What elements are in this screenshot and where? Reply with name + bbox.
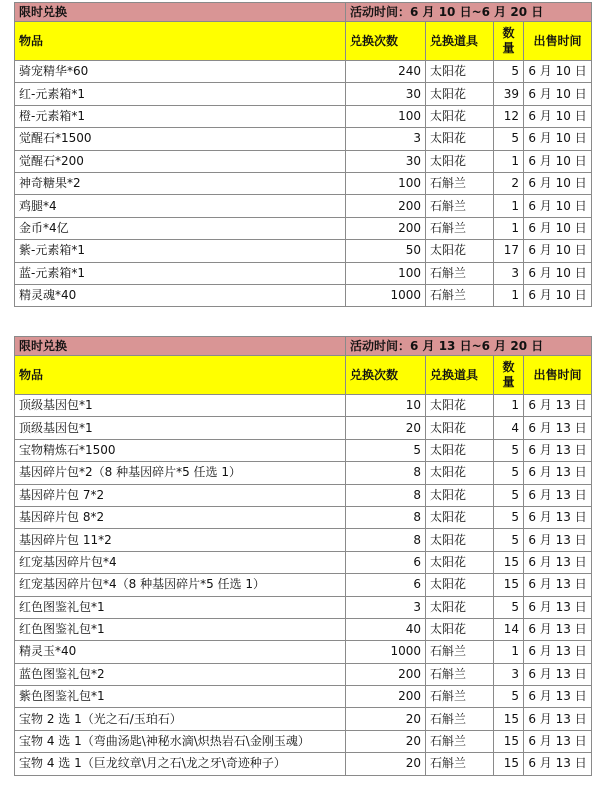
table-row [15, 618, 592, 640]
prop-cell: 太阳花 [426, 417, 494, 439]
qty-cell: 5 [494, 439, 524, 461]
prop-cell: 太阳花 [426, 462, 494, 484]
sale-cell: 6 月 10 日 [524, 284, 592, 306]
times-cell: 200 [346, 195, 426, 217]
qty-cell: 1 [494, 395, 524, 417]
table-row [15, 484, 592, 506]
table-row [15, 83, 592, 105]
table-row [15, 150, 592, 172]
table-row [15, 708, 592, 730]
item-cell: 蓝色图鉴礼包*2 [15, 663, 346, 685]
sale-cell: 6 月 13 日 [524, 574, 592, 596]
times-cell: 5 [346, 439, 426, 461]
item-cell: 精灵魂*40 [15, 284, 346, 306]
qty-cell: 15 [494, 574, 524, 596]
qty-cell: 5 [494, 462, 524, 484]
qty-cell: 5 [494, 686, 524, 708]
event-period: 活动时间：6 月 10 日~6 月 20 日 [346, 3, 592, 22]
qty-cell: 39 [494, 83, 524, 105]
sale-cell: 6 月 10 日 [524, 262, 592, 284]
header-row [15, 356, 592, 395]
prop-cell: 石斛兰 [426, 686, 494, 708]
col-header-sale: 出售时间 [524, 22, 592, 61]
item-cell: 基因碎片包*2（8 种基因碎片*5 任选 1） [15, 462, 346, 484]
prop-cell: 石斛兰 [426, 730, 494, 752]
sale-cell: 6 月 13 日 [524, 529, 592, 551]
sale-cell: 6 月 13 日 [524, 641, 592, 663]
prop-cell: 石斛兰 [426, 217, 494, 239]
sale-cell: 6 月 10 日 [524, 105, 592, 127]
item-cell: 红色图鉴礼包*1 [15, 596, 346, 618]
qty-cell: 15 [494, 551, 524, 573]
item-cell: 宝物 2 选 1（光之石/玉珀石） [15, 708, 346, 730]
item-cell: 宝物精炼石*1500 [15, 439, 346, 461]
table-row [15, 417, 592, 439]
col-header-times: 兑换次数 [346, 356, 426, 395]
qty-cell: 1 [494, 195, 524, 217]
times-cell: 1000 [346, 641, 426, 663]
table-row [15, 641, 592, 663]
table-row [15, 730, 592, 752]
table-row [15, 551, 592, 573]
prop-cell: 石斛兰 [426, 663, 494, 685]
qty-cell: 1 [494, 284, 524, 306]
item-cell: 金币*4亿 [15, 217, 346, 239]
prop-cell: 太阳花 [426, 618, 494, 640]
item-cell: 精灵玉*40 [15, 641, 346, 663]
item-cell: 基因碎片包 7*2 [15, 484, 346, 506]
sale-cell: 6 月 13 日 [524, 551, 592, 573]
qty-cell: 1 [494, 641, 524, 663]
times-cell: 200 [346, 686, 426, 708]
sale-cell: 6 月 13 日 [524, 708, 592, 730]
times-cell: 8 [346, 484, 426, 506]
item-cell: 橙-元素箱*1 [15, 105, 346, 127]
item-cell: 红色图鉴礼包*1 [15, 618, 346, 640]
qty-cell: 3 [494, 262, 524, 284]
item-cell: 鸡腿*4 [15, 195, 346, 217]
prop-cell: 太阳花 [426, 551, 494, 573]
prop-cell: 太阳花 [426, 240, 494, 262]
qty-cell: 5 [494, 61, 524, 83]
times-cell: 20 [346, 753, 426, 775]
table-row [15, 128, 592, 150]
table-title: 限时兑换 [15, 337, 346, 356]
item-cell: 顶级基因包*1 [15, 417, 346, 439]
sale-cell: 6 月 13 日 [524, 439, 592, 461]
qty-cell: 5 [494, 506, 524, 528]
item-cell: 神奇糖果*2 [15, 172, 346, 194]
table-row [15, 596, 592, 618]
table-row [15, 395, 592, 417]
times-cell: 6 [346, 574, 426, 596]
prop-cell: 太阳花 [426, 484, 494, 506]
sale-cell: 6 月 10 日 [524, 240, 592, 262]
sale-cell: 6 月 10 日 [524, 217, 592, 239]
times-cell: 1000 [346, 284, 426, 306]
col-header-sale: 出售时间 [524, 356, 592, 395]
prop-cell: 太阳花 [426, 128, 494, 150]
item-cell: 红宠基因碎片包*4 [15, 551, 346, 573]
qty-cell: 5 [494, 529, 524, 551]
exchange-table-2 [14, 336, 592, 776]
qty-cell: 3 [494, 663, 524, 685]
qty-cell: 14 [494, 618, 524, 640]
table-row [15, 529, 592, 551]
sale-cell: 6 月 13 日 [524, 506, 592, 528]
prop-cell: 太阳花 [426, 529, 494, 551]
prop-cell: 石斛兰 [426, 284, 494, 306]
table-row [15, 217, 592, 239]
sale-cell: 6 月 13 日 [524, 596, 592, 618]
item-cell: 蓝-元素箱*1 [15, 262, 346, 284]
item-cell: 宝物 4 选 1（弯曲汤匙\神秘水滴\炽热岩石\金刚玉魂） [15, 730, 346, 752]
item-cell: 红宠基因碎片包*4（8 种基因碎片*5 任选 1） [15, 574, 346, 596]
col-header-qty: 数量 [494, 22, 524, 61]
prop-cell: 太阳花 [426, 105, 494, 127]
times-cell: 8 [346, 506, 426, 528]
times-cell: 3 [346, 596, 426, 618]
prop-cell: 太阳花 [426, 574, 494, 596]
prop-cell: 太阳花 [426, 150, 494, 172]
col-header-qty: 数量 [494, 356, 524, 395]
table-row [15, 172, 592, 194]
table-row [15, 753, 592, 775]
prop-cell: 太阳花 [426, 395, 494, 417]
col-header-item: 物品 [15, 356, 346, 395]
sale-cell: 6 月 13 日 [524, 484, 592, 506]
item-cell: 骑宠精华*60 [15, 61, 346, 83]
sale-cell: 6 月 13 日 [524, 395, 592, 417]
times-cell: 100 [346, 172, 426, 194]
prop-cell: 石斛兰 [426, 708, 494, 730]
item-cell: 紫色图鉴礼包*1 [15, 686, 346, 708]
times-cell: 10 [346, 395, 426, 417]
prop-cell: 石斛兰 [426, 262, 494, 284]
table-row [15, 195, 592, 217]
times-cell: 100 [346, 262, 426, 284]
item-cell: 基因碎片包 8*2 [15, 506, 346, 528]
item-cell: 顶级基因包*1 [15, 395, 346, 417]
prop-cell: 太阳花 [426, 83, 494, 105]
table-row [15, 262, 592, 284]
title-row [15, 337, 592, 356]
table-row [15, 506, 592, 528]
title-row [15, 3, 592, 22]
qty-cell: 2 [494, 172, 524, 194]
times-cell: 8 [346, 462, 426, 484]
table-row [15, 284, 592, 306]
item-cell: 宝物 4 选 1（巨龙纹章\月之石\龙之牙\奇迹种子） [15, 753, 346, 775]
qty-cell: 4 [494, 417, 524, 439]
header-row [15, 22, 592, 61]
sale-cell: 6 月 13 日 [524, 462, 592, 484]
item-cell: 觉醒石*1500 [15, 128, 346, 150]
times-cell: 30 [346, 150, 426, 172]
col-header-prop: 兑换道具 [426, 356, 494, 395]
qty-cell: 15 [494, 708, 524, 730]
prop-cell: 石斛兰 [426, 195, 494, 217]
prop-cell: 石斛兰 [426, 641, 494, 663]
times-cell: 6 [346, 551, 426, 573]
qty-cell: 5 [494, 484, 524, 506]
sale-cell: 6 月 10 日 [524, 195, 592, 217]
table-row [15, 61, 592, 83]
table-row [15, 105, 592, 127]
sale-cell: 6 月 13 日 [524, 753, 592, 775]
sale-cell: 6 月 13 日 [524, 686, 592, 708]
item-cell: 红-元素箱*1 [15, 83, 346, 105]
qty-cell: 12 [494, 105, 524, 127]
table-row [15, 462, 592, 484]
col-header-item: 物品 [15, 22, 346, 61]
sale-cell: 6 月 13 日 [524, 417, 592, 439]
prop-cell: 石斛兰 [426, 753, 494, 775]
times-cell: 40 [346, 618, 426, 640]
qty-cell: 17 [494, 240, 524, 262]
sale-cell: 6 月 10 日 [524, 128, 592, 150]
table-row [15, 439, 592, 461]
sale-cell: 6 月 10 日 [524, 172, 592, 194]
event-period: 活动时间：6 月 13 日~6 月 20 日 [346, 337, 592, 356]
sale-cell: 6 月 13 日 [524, 730, 592, 752]
times-cell: 8 [346, 529, 426, 551]
sale-cell: 6 月 13 日 [524, 618, 592, 640]
qty-cell: 1 [494, 150, 524, 172]
prop-cell: 石斛兰 [426, 172, 494, 194]
times-cell: 3 [346, 128, 426, 150]
prop-cell: 太阳花 [426, 439, 494, 461]
times-cell: 100 [346, 105, 426, 127]
qty-cell: 1 [494, 217, 524, 239]
item-cell: 紫-元素箱*1 [15, 240, 346, 262]
item-cell: 基因碎片包 11*2 [15, 529, 346, 551]
sale-cell: 6 月 13 日 [524, 663, 592, 685]
times-cell: 20 [346, 417, 426, 439]
item-cell: 觉醒石*200 [15, 150, 346, 172]
times-cell: 20 [346, 730, 426, 752]
table-row [15, 663, 592, 685]
times-cell: 200 [346, 663, 426, 685]
prop-cell: 太阳花 [426, 506, 494, 528]
col-header-prop: 兑换道具 [426, 22, 494, 61]
sale-cell: 6 月 10 日 [524, 83, 592, 105]
prop-cell: 太阳花 [426, 61, 494, 83]
table-row [15, 240, 592, 262]
prop-cell: 太阳花 [426, 596, 494, 618]
sale-cell: 6 月 10 日 [524, 61, 592, 83]
times-cell: 30 [346, 83, 426, 105]
qty-cell: 5 [494, 596, 524, 618]
table-row [15, 574, 592, 596]
col-header-times: 兑换次数 [346, 22, 426, 61]
table-title: 限时兑换 [15, 3, 346, 22]
times-cell: 50 [346, 240, 426, 262]
sale-cell: 6 月 10 日 [524, 150, 592, 172]
exchange-table-1 [14, 2, 592, 307]
qty-cell: 15 [494, 753, 524, 775]
qty-cell: 15 [494, 730, 524, 752]
times-cell: 20 [346, 708, 426, 730]
qty-cell: 5 [494, 128, 524, 150]
times-cell: 200 [346, 217, 426, 239]
times-cell: 240 [346, 61, 426, 83]
table-row [15, 686, 592, 708]
